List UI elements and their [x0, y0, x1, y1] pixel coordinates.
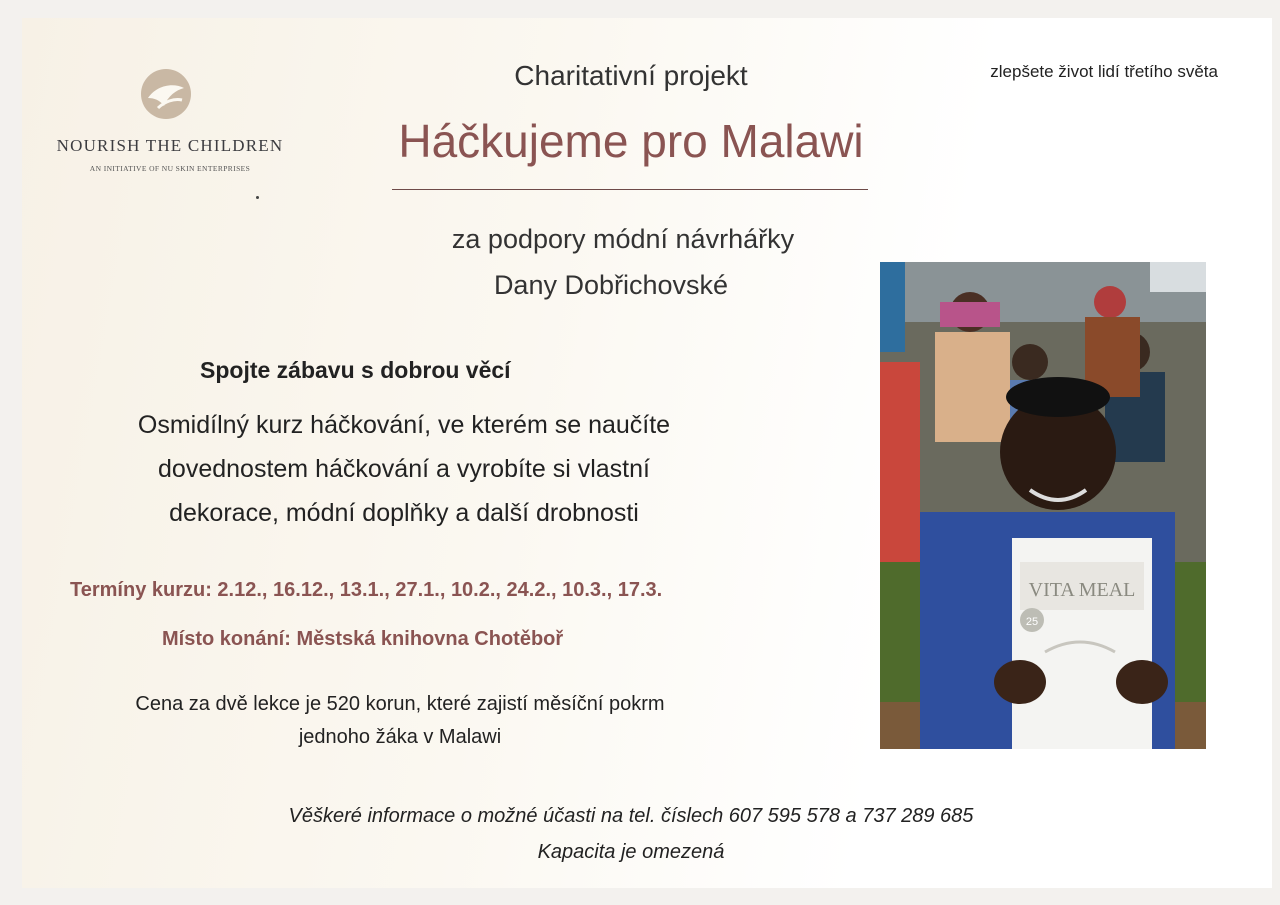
child-photo [880, 262, 1206, 749]
price-info [0, 688, 800, 754]
price-line: jednoho žáka v Malawi [298, 726, 502, 748]
description-line: dovednostem háčkování a vyrobíte si vlastní [158, 455, 650, 483]
title-divider [392, 189, 868, 190]
logo-subtitle: AN INITIATIVE OF NU SKIN ENTERPRISES [89, 164, 251, 173]
support-line-1: za podpory módní návrhářky [451, 224, 795, 254]
price-line: Cena za dvě lekce je 520 korun, které zajistí měsíční pokrm [135, 693, 665, 715]
support-line-2: Dany Dobřichovské [493, 270, 729, 300]
course-venue: Místo konání: Městská knihovna Chotěboř [162, 628, 564, 650]
project-label: Charitativní projekt [514, 60, 748, 91]
contact-info: Věškeré informace o možné účasti na tel. číslech 607 595 578 a 737 289 685 [288, 805, 974, 827]
logo-name: NOURISH THE CHILDREN [56, 136, 284, 155]
description-line: Osmidílný kurz háčkování, ve kterém se naučíte [137, 411, 671, 439]
course-dates: Termíny kurzu: 2.12., 16.12., 13.1., 27.1., 10.2., 24.2., 10.3., 17.3. [70, 579, 663, 601]
description-line: dekorace, módní doplňky a další drobnosti [169, 499, 639, 527]
child-photo-illustration [880, 262, 1206, 749]
capacity-note: Kapacita je omezená [537, 841, 725, 863]
page-title: Háčkujeme pro Malawi [398, 115, 864, 167]
bag-badge: 25 [1025, 616, 1039, 628]
bag-label: VITA MEAL [1028, 579, 1136, 601]
tagline: zlepšete život lidí třetího světa [990, 62, 1218, 81]
course-description [24, 403, 784, 535]
headline: Spojte zábavu s dobrou věcí [200, 357, 511, 383]
speck [256, 196, 259, 199]
